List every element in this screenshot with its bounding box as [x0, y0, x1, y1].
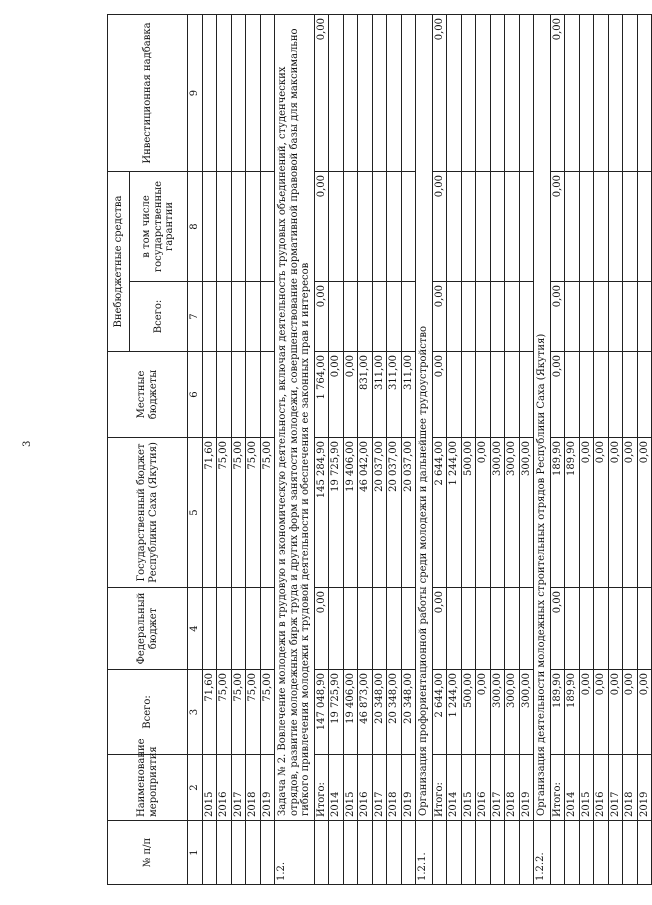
table-cell: 0,00	[550, 282, 565, 352]
table-cell: 0,00	[476, 438, 491, 588]
table-cell	[594, 821, 609, 885]
table-cell: 2014	[329, 755, 344, 821]
table-cell	[623, 821, 638, 885]
table-cell	[608, 172, 623, 282]
table-cell: 2017	[490, 755, 505, 821]
table-cell	[519, 282, 534, 352]
table-cell	[565, 15, 580, 172]
table-cell: 71,60	[202, 438, 217, 588]
table-cell	[637, 15, 652, 172]
table-cell	[476, 588, 491, 670]
table-cell: 0,00	[432, 352, 447, 438]
table-cell: 20 037,00	[387, 438, 402, 588]
table-cell	[579, 15, 594, 172]
table-cell	[490, 352, 505, 438]
table-cell	[217, 821, 232, 885]
table-cell	[476, 821, 491, 885]
table-cell	[519, 588, 534, 670]
column-number: 5	[188, 438, 203, 588]
table-cell	[343, 588, 358, 670]
table-cell: 0,00	[623, 670, 638, 755]
table-cell: 0,00	[343, 352, 358, 438]
header-extra-guarantees: в том числе государственные гарантии	[130, 172, 188, 282]
table-cell	[387, 821, 402, 885]
table-cell: 0,00	[432, 15, 447, 172]
table-cell: 0,00	[329, 352, 344, 438]
table-cell	[246, 172, 261, 282]
table-cell: 20 348,00	[372, 670, 387, 755]
table-cell: 0,00	[314, 588, 329, 670]
table-cell: 2019	[401, 755, 416, 821]
table-cell	[447, 821, 462, 885]
table-cell	[231, 15, 246, 172]
table-cell: 300,00	[519, 670, 534, 755]
table-cell	[260, 172, 275, 282]
header-local: Местные бюджеты	[108, 352, 188, 438]
header-extra-total: Всего:	[130, 282, 188, 352]
table-cell	[358, 15, 373, 172]
table-row	[505, 15, 520, 885]
table-cell: 2014	[447, 755, 462, 821]
table-cell	[246, 15, 261, 172]
table-cell	[505, 352, 520, 438]
table-cell	[329, 15, 344, 172]
table-cell	[608, 588, 623, 670]
table-row	[231, 15, 246, 885]
table-cell: 0,00	[432, 172, 447, 282]
table-cell	[476, 15, 491, 172]
table-cell	[401, 821, 416, 885]
table-cell	[329, 588, 344, 670]
table-cell	[461, 821, 476, 885]
table-cell: 1 244,00	[447, 670, 462, 755]
table-cell: 145 284,90	[314, 438, 329, 588]
column-number: 2	[188, 755, 203, 821]
table-cell: 75,00	[246, 670, 261, 755]
table-row	[461, 15, 476, 885]
table-cell: 1 244,00	[447, 438, 462, 588]
table-cell	[447, 282, 462, 352]
table-cell: 0,00	[314, 15, 329, 172]
table-row	[432, 15, 447, 885]
table-cell: 300,00	[519, 438, 534, 588]
table-row	[608, 15, 623, 885]
table-cell: 0,00	[637, 438, 652, 588]
table-cell	[594, 15, 609, 172]
table-cell	[565, 821, 580, 885]
table-cell: 75,00	[217, 438, 232, 588]
table-row	[623, 15, 638, 885]
table-cell: 500,00	[461, 670, 476, 755]
table-cell	[490, 821, 505, 885]
table-cell	[637, 588, 652, 670]
table-cell: Итого:	[314, 755, 329, 821]
table-cell: 71,60	[202, 670, 217, 755]
table-cell: 2019	[260, 755, 275, 821]
table-cell	[461, 172, 476, 282]
table-cell: 0,00	[594, 438, 609, 588]
table-cell	[358, 282, 373, 352]
table-cell	[637, 172, 652, 282]
table-cell	[231, 588, 246, 670]
table-cell	[579, 172, 594, 282]
table-cell	[372, 15, 387, 172]
table-cell: 75,00	[231, 438, 246, 588]
table-cell	[490, 172, 505, 282]
section-title: Организация деятельности молодежных строительных отрядов Республики Саха (Якутия)	[534, 15, 551, 821]
budget-table	[107, 14, 652, 885]
table-cell	[594, 172, 609, 282]
table-cell: 0,00	[594, 670, 609, 755]
table-cell	[608, 282, 623, 352]
table-cell	[623, 15, 638, 172]
header-extra: Внебюджетные средства	[108, 172, 130, 352]
table-cell	[476, 282, 491, 352]
section-number: 1.2.	[275, 821, 315, 885]
table-row	[372, 15, 387, 885]
table-cell	[490, 282, 505, 352]
table-cell	[246, 588, 261, 670]
table-row	[594, 15, 609, 885]
table-cell: 2 644,00	[432, 670, 447, 755]
table-cell: 2018	[387, 755, 402, 821]
table-cell: 0,00	[579, 670, 594, 755]
table-cell: 189,90	[550, 438, 565, 588]
table-row	[246, 15, 261, 885]
section-title: Задача № 2. Вовлечение молодежи в трудовую и экономическую деятельность, включая деятельность трудовых объединений, студенческих отрядов, развитие молодежных бирж труда и других форм занятости молодежи, совершенствование нормативной правовой базы для максимально гибкого привлечения молодежи к трудовой деятельности и обеспечения ее законных прав и интересов	[275, 15, 315, 821]
table-cell	[314, 821, 329, 885]
table-cell	[202, 352, 217, 438]
table-cell: 19 406,00	[343, 438, 358, 588]
table-row	[329, 15, 344, 885]
table-cell	[231, 821, 246, 885]
table-cell: 2015	[461, 755, 476, 821]
table-cell: 75,00	[260, 438, 275, 588]
table-cell	[401, 15, 416, 172]
table-cell: 75,00	[246, 438, 261, 588]
table-cell	[372, 172, 387, 282]
table-cell	[637, 352, 652, 438]
table-row	[579, 15, 594, 885]
table-cell: 75,00	[231, 670, 246, 755]
table-row	[217, 15, 232, 885]
table-cell	[579, 821, 594, 885]
table-cell: 0,00	[476, 670, 491, 755]
header-state: Государственный бюджет Республики Саха (Якутия)	[108, 438, 188, 588]
table-cell: 2018	[623, 755, 638, 821]
table-cell	[260, 821, 275, 885]
table-cell	[623, 352, 638, 438]
table-cell	[343, 821, 358, 885]
table-row	[202, 15, 217, 885]
table-cell: 2016	[358, 755, 373, 821]
table-cell: 20 037,00	[401, 438, 416, 588]
table-cell	[358, 588, 373, 670]
table-cell	[202, 282, 217, 352]
table-cell	[461, 15, 476, 172]
table-cell	[579, 352, 594, 438]
table-row	[314, 15, 329, 885]
table-row	[637, 15, 652, 885]
table-cell: Итого:	[550, 755, 565, 821]
table-cell	[505, 172, 520, 282]
section-row	[416, 15, 433, 885]
table-row	[565, 15, 580, 885]
table-cell	[343, 15, 358, 172]
table-cell	[565, 282, 580, 352]
table-cell	[217, 588, 232, 670]
table-cell	[372, 588, 387, 670]
section-number: 1.2.2.	[534, 821, 551, 885]
table-cell	[637, 821, 652, 885]
table-cell	[329, 821, 344, 885]
table-cell: 189,90	[565, 438, 580, 588]
table-cell	[594, 588, 609, 670]
table-cell	[594, 352, 609, 438]
table-row	[260, 15, 275, 885]
table-cell: 46 873,00	[358, 670, 373, 755]
table-cell	[217, 15, 232, 172]
table-row	[387, 15, 402, 885]
table-cell	[505, 15, 520, 172]
table-cell	[461, 352, 476, 438]
table-cell	[202, 588, 217, 670]
table-cell	[519, 821, 534, 885]
column-number: 6	[188, 352, 203, 438]
section-title: Организация профориентационной работы среди молодежи и дальнейшее трудоустройство	[416, 15, 433, 821]
table-cell	[623, 588, 638, 670]
header-total: Всего:	[108, 670, 188, 755]
table-cell: 0,00	[432, 282, 447, 352]
table-cell: 2019	[519, 755, 534, 821]
table-cell: 20 348,00	[401, 670, 416, 755]
table-cell: 2019	[637, 755, 652, 821]
table-cell: 0,00	[637, 670, 652, 755]
table-cell: 189,90	[550, 670, 565, 755]
table-cell	[202, 15, 217, 172]
header-invest: Инвестиционная надбавка	[108, 15, 188, 172]
table-cell: 147 048,90	[314, 670, 329, 755]
table-row	[476, 15, 491, 885]
table-cell: 19 406,00	[343, 670, 358, 755]
table-cell	[387, 172, 402, 282]
table-cell	[401, 282, 416, 352]
table-cell: 0,00	[579, 438, 594, 588]
table-cell: 2017	[231, 755, 246, 821]
table-cell	[579, 588, 594, 670]
table-cell	[447, 588, 462, 670]
table-cell: 2017	[608, 755, 623, 821]
table-cell	[519, 352, 534, 438]
table-cell	[461, 588, 476, 670]
table-cell: 0,00	[608, 438, 623, 588]
table-cell	[565, 352, 580, 438]
table-cell: 0,00	[550, 352, 565, 438]
table-cell	[490, 588, 505, 670]
header-name: Наименование мероприятия	[108, 755, 188, 821]
header-num: № п/п	[108, 821, 188, 885]
table-cell	[387, 15, 402, 172]
table-cell	[260, 588, 275, 670]
table-cell	[202, 821, 217, 885]
table-cell: 0,00	[432, 588, 447, 670]
column-number-row	[188, 15, 203, 885]
table-row	[550, 15, 565, 885]
table-cell: 19 725,90	[329, 438, 344, 588]
table-cell: 20 348,00	[387, 670, 402, 755]
table-cell: 300,00	[490, 670, 505, 755]
table-cell	[623, 282, 638, 352]
table-row	[343, 15, 358, 885]
table-cell	[329, 282, 344, 352]
section-row	[275, 15, 315, 885]
table-cell: 20 037,00	[372, 438, 387, 588]
column-number: 8	[188, 172, 203, 282]
table-cell	[447, 352, 462, 438]
table-cell: 2016	[476, 755, 491, 821]
table-cell	[447, 172, 462, 282]
table-cell	[260, 15, 275, 172]
table-cell	[387, 588, 402, 670]
table-cell	[432, 821, 447, 885]
table-cell: 0,00	[550, 172, 565, 282]
table-cell: 2015	[202, 755, 217, 821]
page-number: 3	[22, 440, 33, 447]
table-cell	[447, 15, 462, 172]
table-cell: 2017	[372, 755, 387, 821]
table-cell	[505, 282, 520, 352]
table-cell: 0,00	[623, 438, 638, 588]
table-cell	[358, 821, 373, 885]
table-row	[447, 15, 462, 885]
table-cell: 0,00	[550, 588, 565, 670]
table-cell	[246, 352, 261, 438]
table-cell: 19 725,90	[329, 670, 344, 755]
table-cell: 75,00	[217, 670, 232, 755]
table-row	[358, 15, 373, 885]
table-cell	[217, 352, 232, 438]
table-cell	[505, 588, 520, 670]
table-cell: 300,00	[490, 438, 505, 588]
table-cell: 0,00	[550, 15, 565, 172]
table-cell	[461, 282, 476, 352]
table-cell: 311,00	[387, 352, 402, 438]
column-number: 1	[188, 821, 203, 885]
table-cell	[217, 172, 232, 282]
table-cell	[550, 821, 565, 885]
table-cell	[329, 172, 344, 282]
table-cell: 300,00	[505, 438, 520, 588]
table-cell: 1 764,00	[314, 352, 329, 438]
column-number: 4	[188, 588, 203, 670]
table-cell	[623, 172, 638, 282]
table-cell: 2018	[505, 755, 520, 821]
table-cell: 0,00	[314, 172, 329, 282]
table-cell	[476, 352, 491, 438]
table-cell	[401, 588, 416, 670]
table-cell	[608, 821, 623, 885]
table-cell	[246, 282, 261, 352]
table-cell	[246, 821, 261, 885]
table-cell	[260, 282, 275, 352]
table-cell	[637, 282, 652, 352]
table-cell	[401, 172, 416, 282]
table-cell: 311,00	[401, 352, 416, 438]
table-cell	[519, 172, 534, 282]
table-cell: 189,90	[565, 670, 580, 755]
table-cell	[260, 352, 275, 438]
table-cell: 0,00	[608, 670, 623, 755]
table-cell	[519, 15, 534, 172]
table-cell: 46 042,00	[358, 438, 373, 588]
column-number: 7	[188, 282, 203, 352]
table-cell	[343, 282, 358, 352]
table-cell	[565, 588, 580, 670]
table-cell: 300,00	[505, 670, 520, 755]
table-cell: 2018	[246, 755, 261, 821]
table-cell	[594, 282, 609, 352]
table-cell	[490, 15, 505, 172]
table-cell: 2 644,00	[432, 438, 447, 588]
table-cell: 2016	[594, 755, 609, 821]
table-cell	[372, 282, 387, 352]
table-cell: 0,00	[314, 282, 329, 352]
header-federal: Федеральный бюджет	[108, 588, 188, 670]
table-cell: 2014	[565, 755, 580, 821]
table-cell: 500,00	[461, 438, 476, 588]
table-cell	[476, 172, 491, 282]
table-cell: 2015	[579, 755, 594, 821]
table-cell	[358, 172, 373, 282]
table-cell	[608, 15, 623, 172]
table-row	[490, 15, 505, 885]
budget-table-sheet	[107, 15, 650, 885]
table-cell	[387, 282, 402, 352]
table-cell	[505, 821, 520, 885]
table-cell	[231, 172, 246, 282]
table-cell: 2016	[217, 755, 232, 821]
table-cell	[372, 821, 387, 885]
table-cell: 311,00	[372, 352, 387, 438]
table-cell	[202, 172, 217, 282]
table-body	[202, 15, 652, 885]
table-cell	[579, 282, 594, 352]
table-cell	[565, 172, 580, 282]
table-cell	[231, 352, 246, 438]
table-cell: 75,00	[260, 670, 275, 755]
table-cell	[608, 352, 623, 438]
table-row	[519, 15, 534, 885]
table-cell	[343, 172, 358, 282]
table-cell	[217, 282, 232, 352]
section-number: 1.2.1.	[416, 821, 433, 885]
table-cell: 2015	[343, 755, 358, 821]
table-cell	[231, 282, 246, 352]
section-row	[534, 15, 551, 885]
column-number: 3	[188, 670, 203, 755]
table-row	[401, 15, 416, 885]
column-number: 9	[188, 15, 203, 172]
table-cell: Итого:	[432, 755, 447, 821]
table-cell: 831,00	[358, 352, 373, 438]
